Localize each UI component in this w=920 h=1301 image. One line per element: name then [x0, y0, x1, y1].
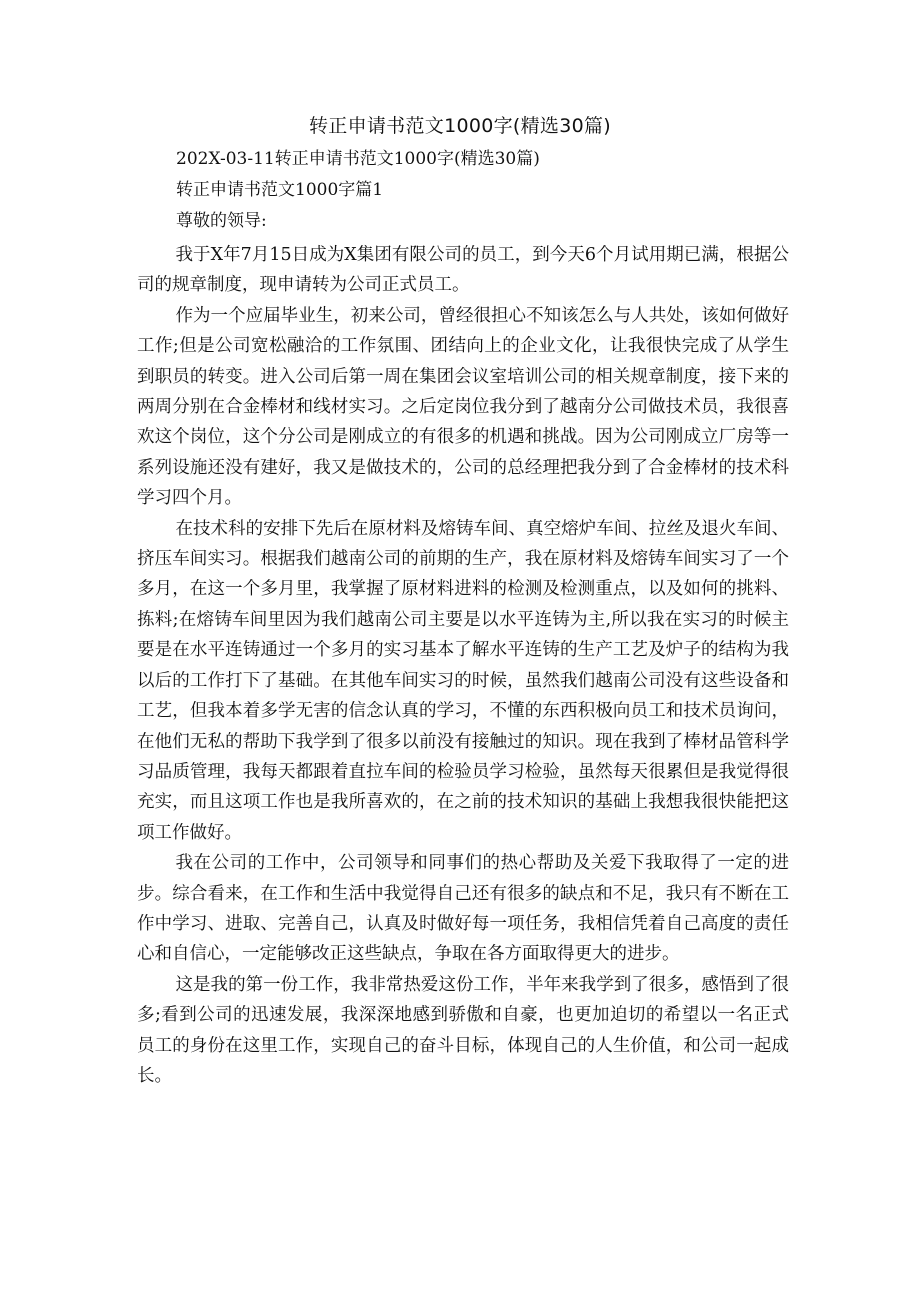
document-title: 转正申请书范文1000字(精选30篇)	[308, 115, 612, 137]
paragraph-3: 在技术科的安排下先后在原材料及熔铸车间、真空熔炉车间、拉丝及退火车间、挤压车间实习。根据我们越南公司的前期的生产，我在原材料及熔铸车间实习了一个多月，在这一个多月里，我掌握了原材料进料的检测及检测重点，以及如何的挑料、拣料;在熔铸车间里因为我们越南公司主要是以水平连铸为主,所以我在实习的时候主要是在水平连铸通过一个多月的实习基本了解水平连铸的生产工艺及炉子的结构为我以后的工作打下了基础。在其他车间实习的时候，虽然我们越南公司没有这些设备和工艺，但我本着多学无害的信念认真的学习，不懂的东西积极向员工和技术员询问，在他们无私的帮助下我学到了很多以前没有接触过的知识。现在我到了棒材品管科学习品质管理，我每天都跟着直拉车间的检验员学习检验，虽然每天很累但是我觉得很充实，而且这项工作也是我所喜欢的，在之前的技术知识的基础上我想我很快能把这项工作做好。	[137, 518, 789, 843]
paragraph-5: 这是我的第一份工作，我非常热爱这份工作，半年来我学到了很多，感悟到了很多;看到公司的迅速发展，我深深地感到骄傲和自豪，也更加迫切的希望以一名正式员工的身份在这里工作，实现自己的奋斗目标，体现自己的人生价值，和公司一起成长。	[137, 974, 789, 1086]
paragraph-4: 我在公司的工作中，公司领导和同事们的热心帮助及关爱下我取得了一定的进步。综合看来，在工作和生活中我觉得自己还有很多的缺点和不足，我只有不断在工作中学习、进取、完善自己，认真及时做好每一项任务，我相信凭着自己高度的责任心和自信心，一定能够改正这些缺点，争取在各方面取得更大的进步。	[137, 853, 789, 965]
letter-body	[137, 240, 789, 1091]
salutation: 尊敬的领导:	[176, 211, 267, 231]
paragraph-1: 我于X年7月15日成为X集团有限公司的员工，到今天6个月试用期已满，根据公司的规章制度，现申请转为公司正式员工。	[137, 245, 789, 296]
section-heading: 转正申请书范文1000字篇1	[176, 180, 384, 200]
paragraph-2: 作为一个应届毕业生，初来公司，曾经很担心不知该怎么与人共处，该如何做好工作;但是公司宽松融洽的工作氛围、团结向上的企业文化，让我很快完成了从学生到职员的转变。进入公司后第一周在集团会议室培训公司的相关规章制度，接下来的两周分别在合金棒材和线材实习。之后定岗位我分到了越南分公司做技术员，我很喜欢这个岗位，这个分公司是刚成立的有很多的机遇和挑战。因为公司刚成立厂房等一系列设施还没有建好，我又是做技术的，公司的总经理把我分到了合金棒材的技术科学习四个月。	[137, 305, 789, 509]
date-line: 202X-03-11转正申请书范文1000字(精选30篇)	[176, 149, 540, 169]
